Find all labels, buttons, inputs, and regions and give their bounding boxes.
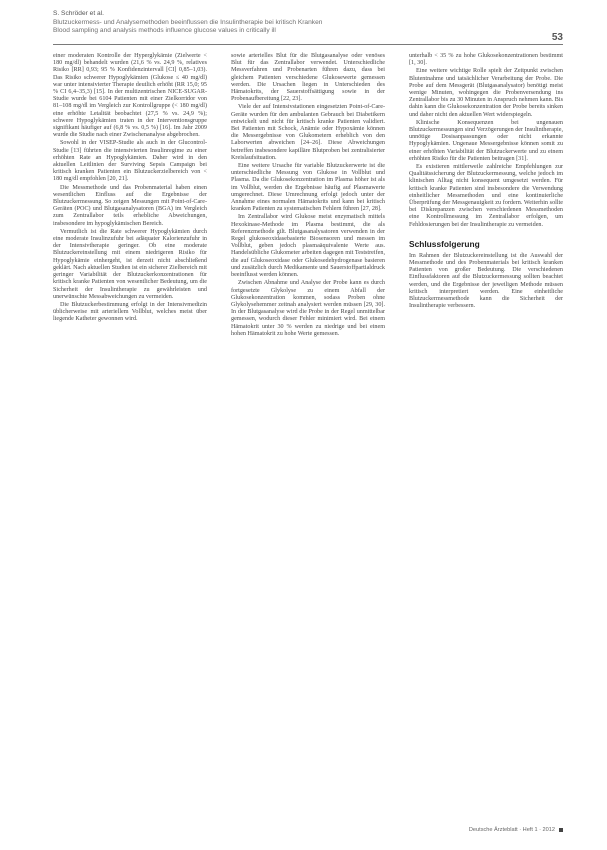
paragraph: Die Messmethode und das Probenmaterial haben einen wesentlichen Einfluss auf die Ergebnisse der Blutzuckermessung. So zeigen Messungen mit Point-of-Care-Geräten (POC) und Blutgasanalysatoren (BGA) im Vergleich zum Zentrallabor teils erhebliche Abweichungen, insbesondere im hypoglykämischen Bereich.	[53, 184, 207, 227]
paragraph: Vermutlich ist die Rate schwerer Hypoglykämien durch eine moderate Insulinzufuhr bei adäquater Kalorienzufuhr in der Intensivtherapie geringer. Ob eine moderate Blutzuckereinstellung mit einem niedrigeren Risiko für Hypoglykämie einhergeht, ist derzeit nicht abschließend geklärt. Nach aktuellen Studien ist ein sicherer Zielbereich mit geringer Variabilität der Blutzuckerkonzentrationen für kritisch kranke Patienten von wesentlicher Bedeutung, um die Sicherheit der Insulintherapie zu gewährleisten und unerwünschte Messabweichungen zu vermeiden.	[53, 228, 207, 300]
paragraph: Klinische Konsequenzen bei ungenauen Blutzuckermessungen sind Verzögerungen der Insulintherapie, unnötige Dosisanpassungen oder nicht erkannte Hypoglykämien. Ungenaue Messergebnisse können somit zu einer erhöhten Variabilität der Blutzuckerwerte und zu einem erhöhten Risiko für die Patienten beitragen [31].	[409, 119, 563, 162]
page-footer	[469, 827, 563, 833]
running-header	[53, 10, 563, 36]
paragraph: Die Blutzuckerbestimmung erfolgt in der Intensivmedizin üblicherweise mit arteriellem Vollblut, welches meist über liegende Katheter gewonnen wird.	[53, 301, 207, 323]
paragraph: Zwischen Abnahme und Analyse der Probe kann es durch fortgesetzte Glykolyse zu einem Abfall der Glukosekonzentration kommen, sodass Proben ohne Glykolysehemmer zeitnah analysiert werden müssen [29, 30]. In der Blutgasanalyse wird die Probe in der Regel unmittelbar gemessen, wodurch dieser Fehler minimiert wird. Bei einem Hämatokrit unter 30 % werden zu niedrige und bei einem hohen Hämatokrit zu hohe Werte gemessen.	[231, 280, 385, 337]
paragraph: Viele der auf Intensivstationen eingesetzten Point-of-Care-Geräte wurden für den ambulanten Gebrauch bei Diabetikern entwickelt und nicht für kritisch kranke Patienten validiert. Bei Patienten mit Schock, Anämie oder Hypoxämie können die Messergebnisse von Glukometern erheblich von den Laborwerten abweichen [24–26]. Diese Abweichungen betreffen insbesondere kapilläre Blutproben bei zentralisierter Kreislaufsituation.	[231, 104, 385, 161]
header-title-de: Blutzuckermess- und Analysemethoden beeinflussen die Insulintherapie bei kritisch Kranken	[53, 18, 323, 26]
paragraph: sowie arterielles Blut für die Blutgasanalyse oder venöses Blut für das Zentrallabor verwendet. Unterschiedliche Messverfahren und Probenarten führen dazu, dass bei gleichem Patienten verschiedene Glukosewerte gemessen werden. Die Ursachen liegen in Unterschieden des Hämatokrits, der Sauerstoffsättigung sowie in der Probenaufbereitung [22, 23].	[231, 53, 385, 103]
header-title-en: Blood sampling and analysis methods influence glucose values in critically ill	[53, 27, 276, 35]
text-column-2	[231, 53, 385, 339]
paragraph: Eine weitere Ursache für variable Blutzuckerwerte ist die unterschiedliche Messung von Glukose in Vollblut und Plasma. Da die Glukosekonzentration im Plasma höher ist als im Vollblut, werden die Ergebnisse häufig auf Plasmawerte umgerechnet. Diese Umrechnung erfolgt jedoch unter der Annahme eines normalen Hämatokrits und kann bei kritisch kranken Patienten zu systematischen Fehlern führen [27, 28].	[231, 163, 385, 213]
footer-journal: Deutsche Ärzteblatt · Heft 1 · 2012	[468, 827, 555, 833]
paragraph: einer moderaten Kontrolle der Hyperglykämie (Zielwerte < 180 mg/dl) behandelt wurden (21,6 % vs. 24,9 %, relatives Risiko [RR] 0,93; 95 % Konfidenzintervall [CI] 0,85–1,03). Das Risiko schwerer Hypoglykämien (Glukose ≤ 40 mg/dl) war unter intensivierter Therapie deutlich erhöht (RR 15,0; 95 % CI 6,4–35,3) [15]. In der multizentrischen NICE-SUGAR-Studie wurde bei 6104 Patienten mit einer Zielkorridor von 81–108 mg/dl im Vergleich zur Kontrollgruppe (< 180 mg/dl) eine erhöhte Letalität beobachtet (27,5 % vs. 24,9 %); schwere Hypoglykämien traten in der Interventionsgruppe signifikant häufiger auf (6,8 % vs. 0,5 %) [16]. Im Jahr 2009 wurde die Studie nach einer Zwischenanalyse abgebrochen.	[53, 53, 207, 139]
text-column-3	[409, 53, 563, 312]
paragraph: Eine weitere wichtige Rolle spielt der Zeitpunkt zwischen Blutentnahme und tatsächlicher Verarbeitung der Probe. Die Probe auf dem Messgerät (Blutgasanalysator) benötigt meist wenige Minuten, wohingegen die Probenversendung ins Zentrallabor bis zu 30 Minuten in Anspruch nehmen kann. Bis dahin kann die Glukosekonzentration der Probe bereits sinken und daher nicht den aktuellen Wert widerspiegeln.	[409, 68, 563, 118]
page-number: 53	[551, 32, 563, 43]
paragraph: Es existieren mittlerweile zahlreiche Empfehlungen zur Qualitätssicherung der Blutzuckermessung, welche jedoch im klinischen Alltag nicht konsequent umgesetzt werden. Für kritisch kranke Patienten sind insbesondere die Verwendung einheitlicher Messmethoden und eine kontinuierliche Überprüfung der Messgenauigkeit zu fordern. Weiterhin sollte bei Diskrepanzen zwischen verschiedenen Messmethoden eine Kontrollmessung im Zentrallabor erfolgen, um Fehldosierungen bei der Insulintherapie zu vermeiden.	[409, 164, 563, 228]
section-heading: Schlussfolgerung	[409, 238, 480, 249]
header-authors: S. Schröder et al.	[53, 10, 104, 17]
text-column-1	[53, 53, 207, 325]
end-mark-icon	[559, 828, 563, 832]
conclusion-paragraph: Im Rahmen der Blutzuckereinstellung ist die Auswahl der Messmethode und des Probenmaterials bei kritisch kranken Patienten von großer Bedeutung. Die verschiedenen Einflussfaktoren auf die Blutzuckermessung sollten beachtet werden, und die Ergebnisse der jeweiligen Methode müssen kritisch interpretiert werden. Eine einheitliche Blutzuckermessmethode kann die Sicherheit der Insulintherapie verbessern.	[409, 252, 563, 310]
paragraph: Sowohl in der VISEP-Studie als auch in der Glucontrol-Studie [13] führten die intensivierten Insulinregime zu einer erhöhten Rate an Hypoglykämien. Daher wird in den aktuellen Leitlinien der Surviving Sepsis Campaign bei kritisch kranken Patienten ein Blutzuckerzielbereich von < 180 mg/dl empfohlen [20, 21].	[53, 140, 207, 183]
paragraph: unterhalb < 35 % zu hohe Glukosekonzentrationen bestimmt [1, 30].	[409, 53, 563, 67]
header-rule	[53, 44, 563, 45]
paragraph: Im Zentrallabor wird Glukose meist enzymatisch mittels Hexokinase-Methode im Plasma bestimmt, die als Referenzmethode gilt. Blutgasanalysatoren verwenden in der Regel glukoseoxidasebasierte Biosensoren und messen im Vollblut, geben jedoch plasmaäquivalente Werte aus. Handelsübliche Glukometer arbeiten dagegen mit Teststreifen, die auf Glukoseoxidase oder Glukosedehydrogenase basieren und zusätzlich durch Medikamente und Sauerstoffpartialdruck beeinflusst werden können.	[231, 214, 385, 279]
